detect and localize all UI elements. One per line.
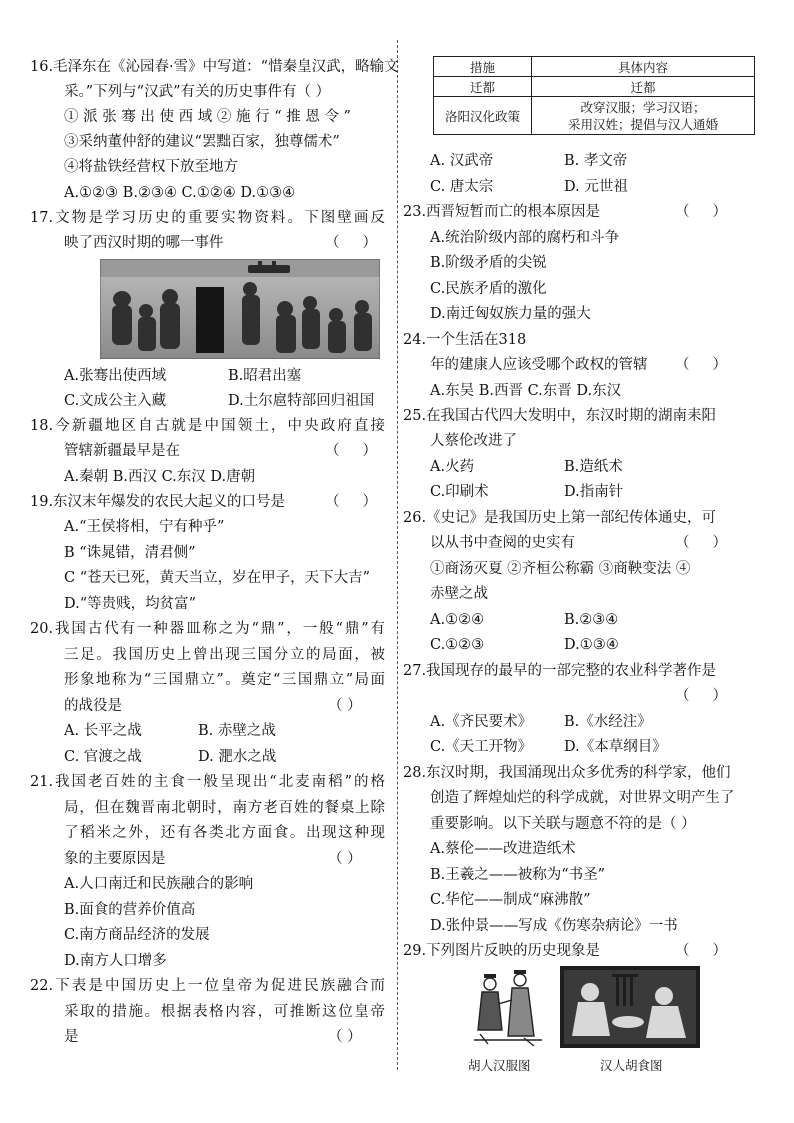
q17-option-d[interactable]: D.土尔扈特部回归祖国 [228,393,375,409]
q18-options[interactable]: A.秦朝 B.西汉 C.东汉 D.唐朝 [64,469,256,485]
q19-answer-paren[interactable]: （ ） [325,494,378,510]
q26-stem-line: 26.《史记》是我国历史上第一部纪传体通史，可 [403,510,717,526]
q26-stem-line: 以从书中查阅的史实有 [430,535,575,551]
q21-stem-line: 局，但在魏晋南北朝时，南方老百姓的餐桌上除 [64,800,385,816]
hu-people-han-clothing-image [468,970,548,1048]
q18-answer-paren[interactable]: （ ） [325,443,378,459]
q19-option-a[interactable]: A.“王侯将相，宁有种乎” [64,519,225,535]
caption-han-hu-food: 汉人胡食图 [600,1058,663,1073]
q28-option-b[interactable]: B.王羲之——被称为“书圣” [430,867,606,883]
table-cell: 洛阳汉化政策 [434,97,532,135]
q20-option-d[interactable]: D. 淝水之战 [198,749,277,765]
q18-stem-line: 管辖新疆最早是在 [64,443,180,459]
caption-hu-han-clothing: 胡人汉服图 [468,1058,531,1073]
q16-item-line: ① 派 张 骞 出 使 西 域 ② 施 行 “ 推 恩 令 ” [64,109,351,125]
q26-option-d[interactable]: D.①③④ [564,637,619,653]
q20-option-b[interactable]: B. 赤壁之战 [198,723,276,739]
q21-option-b[interactable]: B.面食的营养价值高 [64,902,196,918]
q28-stem-line: 重要影响。以下关联与题意不符的是（ ） [430,816,696,832]
q21-stem-line: 21.我国老百姓的主食一般呈现出“北麦南稻”的格 [30,774,385,790]
q16-options[interactable]: A.①②③ B.②③④ C.①②④ D.①③④ [64,185,296,201]
table-header-measure: 措施 [434,57,532,77]
q19-option-d[interactable]: D.“等贵贱，均贫富” [64,596,197,612]
q29-stem-line: 29.下列图片反映的历史现象是 [403,943,601,959]
q24-stem-line: 年的建康人应该受哪个政权的管辖 [430,357,648,373]
q25-option-c[interactable]: C.印刷术 [430,484,489,500]
q28-option-a[interactable]: A.蔡伦——改进造纸术 [430,841,576,857]
q28-stem-line: 创造了辉煌灿烂的科学成就，对世界文明产生了 [430,790,735,806]
q22-option-a[interactable]: A. 汉武帝 [430,153,494,169]
q22-option-b[interactable]: B. 孝文帝 [564,153,628,169]
q20-stem-line: 20.我国古代有一种器皿称之为“鼎”，一般“鼎”有 [30,621,385,637]
q29-answer-paren[interactable]: （ ） [675,943,728,959]
q26-item-line: ①商汤灭夏 ②齐桓公称霸 ③商鞅变法 ④ [430,561,691,577]
q19-stem-line: 19.东汉末年爆发的农民大起义的口号是 [30,494,286,510]
q28-stem-line: 28.东汉时期，我国涌现出众多优秀的科学家，他们 [403,765,731,781]
q16-item-line: ④将盐铁经营权下放至地方 [64,159,238,175]
q20-stem-line: 形象地称为“三国鼎立”。奠定“三国鼎立”局面 [64,672,385,688]
q19-option-c[interactable]: C “苍天已死，黄天当立，岁在甲子，天下大吉” [64,570,371,586]
q21-answer-paren[interactable]: （ ） [328,851,362,867]
q25-option-d[interactable]: D.指南针 [564,484,624,500]
q24-answer-paren[interactable]: （ ） [675,357,728,373]
q17-stem-line: 映了西汉时期的哪一事件 [64,235,224,251]
q23-stem-line: 23.西晋短暂而亡的根本原因是 [403,204,601,220]
q24-options[interactable]: A.东吴 B.西晋 C.东晋 D.东汉 [430,383,622,399]
q28-option-c[interactable]: C.华佗——制成“麻沸散” [430,892,591,908]
q20-stem-line: 三足。我国历史上曾出现三国分立的局面，被 [64,647,385,663]
q17-answer-paren[interactable]: （ ） [325,235,378,251]
q26-item-line: 赤壁之战 [430,586,488,602]
q21-option-a[interactable]: A.人口南迁和民族融合的影响 [64,876,254,892]
q17-option-a[interactable]: A.张骞出使西域 [64,368,167,384]
q24-stem-line: 24.一个生活在318 [403,332,527,348]
q20-option-c[interactable]: C. 官渡之战 [64,749,142,765]
q18-stem-line: 18.今新疆地区自古就是中国领土，中央政府直接 [30,418,385,434]
q16-stem-line: 16.毛泽东在《沁园春·雪》中写道：“惜秦皇汉武，略输文 [30,59,399,75]
table-cell: 迁都 [532,77,755,97]
q17-option-b[interactable]: B.昭君出塞 [228,368,302,384]
q25-stem-line: 人蔡伦改进了 [430,433,517,449]
q16-stem-line: 采。”下列与“汉武”有关的历史事件有（ ） [64,84,331,100]
q27-answer-paren[interactable]: （ ） [675,688,728,704]
column-divider [397,40,398,1070]
q21-option-c[interactable]: C.南方商品经济的发展 [64,927,210,943]
table-cell: 迁都 [434,77,532,97]
q22-option-d[interactable]: D. 元世祖 [564,179,628,195]
q21-option-d[interactable]: D.南方人口增多 [64,953,167,969]
q27-stem-line: 27.我国现存的最早的一部完整的农业科学著作是 [403,663,717,679]
q23-option-a[interactable]: A.统治阶级内部的腐朽和斗争 [430,230,620,246]
q25-option-b[interactable]: B.造纸术 [564,459,623,475]
q22-answer-paren[interactable]: （ ） [328,1029,362,1045]
q25-stem-line: 25.在我国古代四大发明中，东汉时期的湖南耒阳 [403,408,717,424]
table-cell-line: 改穿汉服；学习汉语； [580,99,706,115]
q22-stem-line: 22.下表是中国历史上一位皇帝为促进民族融合而 [30,978,385,994]
q27-option-b[interactable]: B.《水经注》 [564,714,652,730]
q21-stem-line: 象的主要原因是 [64,851,166,867]
q27-option-c[interactable]: C.《天工开物》 [430,739,533,755]
q26-option-c[interactable]: C.①②③ [430,637,485,653]
table-cell-line: 采用汉姓；提倡与汉人通婚 [567,116,718,132]
q20-stem-line: 的战役是 [64,698,122,714]
q26-option-b[interactable]: B.②③④ [564,612,619,628]
q20-answer-paren[interactable]: （ ） [328,698,362,714]
q26-answer-paren[interactable]: （ ） [675,535,728,551]
q22-measures-table [433,56,755,135]
q27-option-a[interactable]: A.《齐民要术》 [430,714,533,730]
han-people-hu-food-image [560,966,700,1048]
q23-answer-paren[interactable]: （ ） [675,204,728,220]
q26-option-a[interactable]: A.①②④ [430,612,485,628]
q25-option-a[interactable]: A.火药 [430,459,475,475]
q21-stem-line: 了稻米之外，还有各类北方面食。出现这种现 [64,825,385,841]
q22-option-c[interactable]: C. 唐太宗 [430,179,494,195]
q20-option-a[interactable]: A. 长平之战 [64,723,142,739]
q17-option-c[interactable]: C.文成公主入藏 [64,393,167,409]
q23-option-c[interactable]: C.民族矛盾的激化 [430,281,547,297]
q19-option-b[interactable]: B “诛晁错，清君侧” [64,545,196,561]
q22-stem-line: 采取的措施。根据表格内容，可推断这位皇帝 [64,1004,385,1020]
q23-option-d[interactable]: D.南迁匈奴族力量的强大 [430,306,591,322]
table-header-content: 具体内容 [532,57,755,77]
q17-stem-line: 17.文物是学习历史的重要实物资料。下图壁画反 [30,210,385,226]
q28-option-d[interactable]: D.张仲景——写成《伤寒杂病论》一书 [430,918,678,934]
q23-option-b[interactable]: B.阶级矛盾的尖锐 [430,255,547,271]
q22-stem-line: 是 [64,1029,79,1045]
q27-option-d[interactable]: D.《本草纲目》 [564,739,667,755]
table-cell [532,97,755,135]
q16-item-line: ③采纳董仲舒的建议“罢黜百家，独尊儒术” [64,134,340,150]
mural-image [100,259,380,359]
